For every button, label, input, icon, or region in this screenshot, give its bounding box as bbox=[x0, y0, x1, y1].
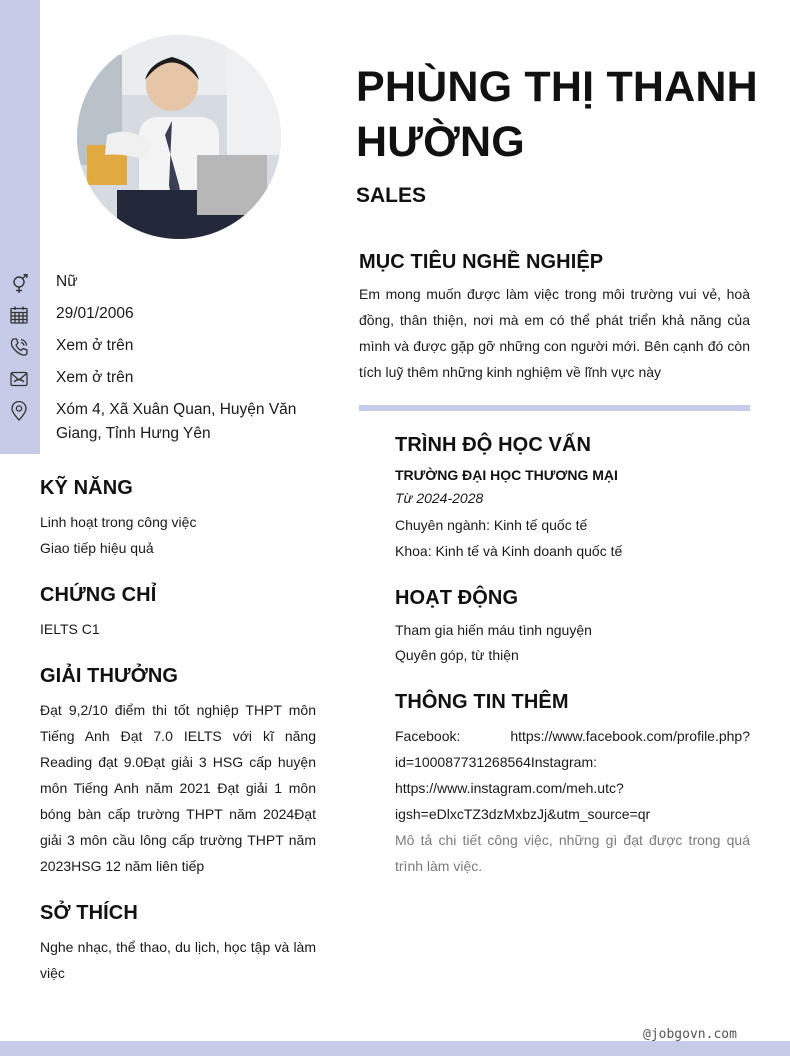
avatar bbox=[77, 35, 281, 239]
more-info-heading: THÔNG TIN THÊM bbox=[395, 691, 569, 713]
more-info-description: Mô tả chi tiết công việc, những gì đạt được trong quá trình làm việc. bbox=[395, 832, 750, 874]
links-line[interactable]: id=100087731268564Instagram: bbox=[395, 754, 598, 770]
job-title: SALES bbox=[356, 184, 427, 207]
awards-text: Đạt 9,2/10 điểm thi tốt nghiệp THPT môn Tiếng Anh Đạt 7.0 IELTS với kĩ năng Reading đạt 9.0Đạt giải 3 HSG cấp huyện môn Tiếng Anh năm 2021 Đạt giải 1 môn bóng bàn cấp trường THPT năm 2024Đạt giải 3 môn cầu lông cấp trường THPT năm 2023HSG 12 năm liên tiếp bbox=[40, 702, 316, 874]
phone-icon bbox=[9, 337, 29, 357]
hobbies-text: Nghe nhạc, thể thao, du lịch, học tập và làm việc bbox=[40, 939, 316, 981]
calendar-icon bbox=[9, 305, 29, 325]
skill-item: Linh hoạt trong công việc bbox=[40, 514, 197, 530]
birthdate-value: 29/01/2006 bbox=[56, 305, 134, 322]
facebook-label: Facebook: bbox=[395, 728, 461, 744]
email-value: Xem ở trên bbox=[56, 369, 134, 386]
watermark: @jobgovn.com bbox=[643, 1027, 737, 1042]
instagram-link[interactable]: https://www.instagram.com/meh.utc? bbox=[395, 780, 624, 796]
school-period: Từ 2024-2028 bbox=[395, 490, 484, 506]
gender-icon bbox=[9, 274, 29, 294]
activity-item: Quyên góp, từ thiện bbox=[395, 647, 519, 663]
address-value: Xóm 4, Xã Xuân Quan, Huyện Văn Giang, Tỉnh Hưng Yên bbox=[56, 401, 297, 442]
candidate-name: PHÙNG THỊ THANH HƯỜNG bbox=[356, 63, 758, 166]
objective-heading: MỤC TIÊU NGHỀ NGHIỆP bbox=[359, 251, 604, 273]
education-major: Chuyên ngành: Kinh tế quốc tế bbox=[395, 517, 588, 533]
activity-item: Tham gia hiến máu tình nguyện bbox=[395, 622, 592, 638]
objective-text: Em mong muốn được làm việc trong môi trường vui vẻ, hoà đồng, thân thiện, nơi mà em có thể phát triển khả năng của mình và được gặp gỡ những con người mới. Bên cạnh đó còn tích luỹ thêm những kinh nghiệm về lĩnh vực này bbox=[359, 286, 750, 380]
gender-value: Nữ bbox=[56, 273, 78, 290]
hobbies-heading: SỞ THÍCH bbox=[40, 902, 138, 924]
facebook-link[interactable]: https://www.facebook.com/profile.php? bbox=[510, 728, 750, 744]
mail-icon bbox=[9, 369, 29, 389]
awards-heading: GIẢI THƯỞNG bbox=[40, 665, 179, 687]
more-info-links bbox=[395, 723, 750, 827]
phone-value: Xem ở trên bbox=[56, 337, 134, 354]
location-icon bbox=[9, 401, 29, 421]
skills-heading: KỸ NĂNG bbox=[40, 477, 133, 499]
certificate-item: IELTS C1 bbox=[40, 621, 100, 637]
education-faculty: Khoa: Kinh tế và Kinh doanh quốc tế bbox=[395, 543, 623, 559]
section-divider bbox=[359, 405, 750, 411]
education-heading: TRÌNH ĐỘ HỌC VẤN bbox=[395, 434, 592, 456]
activities-heading: HOẠT ĐỘNG bbox=[395, 587, 519, 609]
school-name: TRƯỜNG ĐẠI HỌC THƯƠNG MẠI bbox=[395, 467, 618, 483]
bottom-accent-bar bbox=[0, 1041, 790, 1056]
instagram-link-params[interactable]: igsh=eDlxcTZ3dzMxbzJj&utm_source=qr bbox=[395, 806, 651, 822]
skill-item: Giao tiếp hiệu quả bbox=[40, 540, 154, 556]
certificates-heading: CHỨNG CHỈ bbox=[40, 584, 157, 606]
